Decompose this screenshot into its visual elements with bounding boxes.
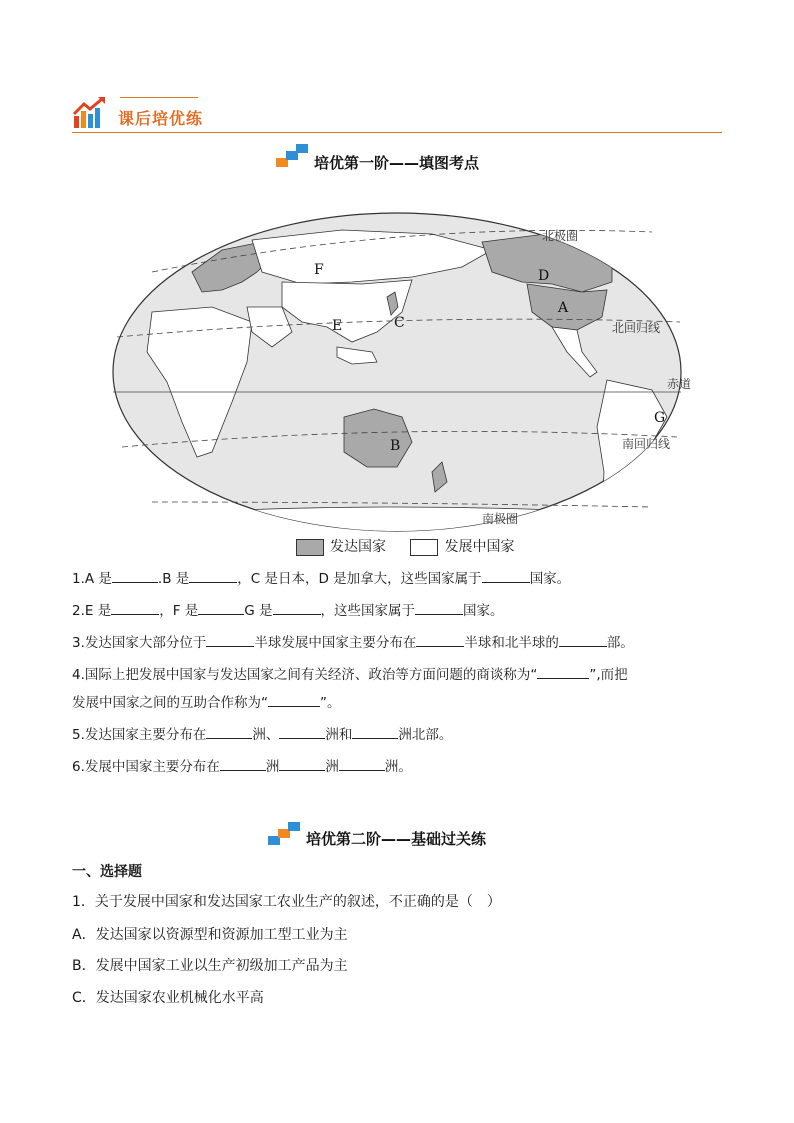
answer-blank[interactable]: [279, 756, 325, 771]
answer-blank[interactable]: [206, 632, 254, 647]
map-letter-d: D: [538, 268, 550, 284]
map-letter-f: F: [314, 262, 324, 278]
question-2: 2.E 是 ，F 是 G 是 ，这些国家属于 国家。: [72, 600, 504, 621]
mc-question-1-stem: 1．关于发展中国家和发达国家工农业生产的叙述，不正确的是（ ）: [72, 894, 501, 910]
world-map: [112, 212, 692, 532]
header-rule: [72, 132, 722, 133]
answer-blank[interactable]: [339, 756, 385, 771]
question-5: 5.发达国家主要分布在 洲、 洲和 洲北部。: [72, 724, 452, 745]
mc-option-b[interactable]: B．发展中国家工业以生产初级加工产品为主: [72, 958, 348, 974]
part-title: 一、选择题: [72, 864, 142, 880]
answer-blank[interactable]: [189, 568, 237, 583]
answer-blank[interactable]: [273, 600, 321, 615]
header-top-rule: [120, 97, 198, 98]
answer-blank[interactable]: [482, 568, 530, 583]
question-1: 1.A 是 .B 是 ，C 是日本，D 是加拿大，这些国家属于 国家。: [72, 568, 570, 589]
answer-blank[interactable]: [112, 568, 158, 583]
section2-icon: [268, 822, 302, 846]
answer-blank[interactable]: [415, 600, 463, 615]
legend-developing: 发展中国家: [444, 539, 515, 555]
map-letter-c: C: [394, 315, 405, 331]
map-letter-g: G: [654, 410, 666, 426]
question-4: 4.国际上把发展中国家与发达国家之间有关经济、政治等方面问题的商谈称为“ ”,而把: [72, 664, 628, 685]
answer-blank[interactable]: [537, 664, 589, 679]
section2-title: 培优第二阶——基础过关练: [306, 830, 487, 848]
map-letter-e: E: [332, 318, 343, 334]
legend-swatch-developed: [296, 539, 324, 556]
legend-developed: 发达国家: [330, 539, 386, 555]
mc-option-a[interactable]: A．发达国家以资源型和资源加工型工业为主: [72, 927, 348, 943]
map-label-tropic-cancer: 北回归线: [612, 321, 661, 335]
section1-icon: [276, 144, 310, 168]
answer-blank[interactable]: [268, 692, 320, 707]
map-legend: [296, 536, 514, 556]
map-label-north-circle: 北极圈: [542, 229, 579, 243]
answer-blank[interactable]: [111, 600, 159, 615]
map-letter-a: A: [558, 300, 569, 316]
answer-blank[interactable]: [279, 724, 325, 739]
answer-blank[interactable]: [416, 632, 464, 647]
answer-blank[interactable]: [559, 632, 607, 647]
question-3: 3.发达国家大部分位于 半球发展中国家主要分布在 半球和北半球的 部。: [72, 632, 634, 653]
antarctica-shape: [112, 507, 682, 532]
answer-blank[interactable]: [352, 724, 398, 739]
map-label-equator: 赤道: [667, 377, 692, 391]
section1-title: 培优第一阶——填图考点: [314, 154, 480, 172]
header-logo-icon: [72, 96, 108, 130]
answer-blank[interactable]: [206, 724, 252, 739]
map-letter-b: B: [390, 438, 401, 454]
answer-blank[interactable]: [198, 600, 244, 615]
answer-blank[interactable]: [220, 756, 266, 771]
mc-option-c[interactable]: C．发达国家农业机械化水平高: [72, 990, 264, 1006]
question-4-cont: 发展中国家之间的互助合作称为“ ”。: [72, 692, 341, 713]
map-label-tropic-capricorn: 南回归线: [622, 437, 671, 451]
australia-shape: [344, 409, 412, 467]
map-label-south-circle: 南极圈: [482, 512, 519, 526]
header-title: 课后培优练: [118, 109, 204, 128]
question-6: 6.发展中国家主要分布在 洲 洲 洲。: [72, 756, 412, 777]
legend-swatch-developing: [410, 539, 438, 556]
